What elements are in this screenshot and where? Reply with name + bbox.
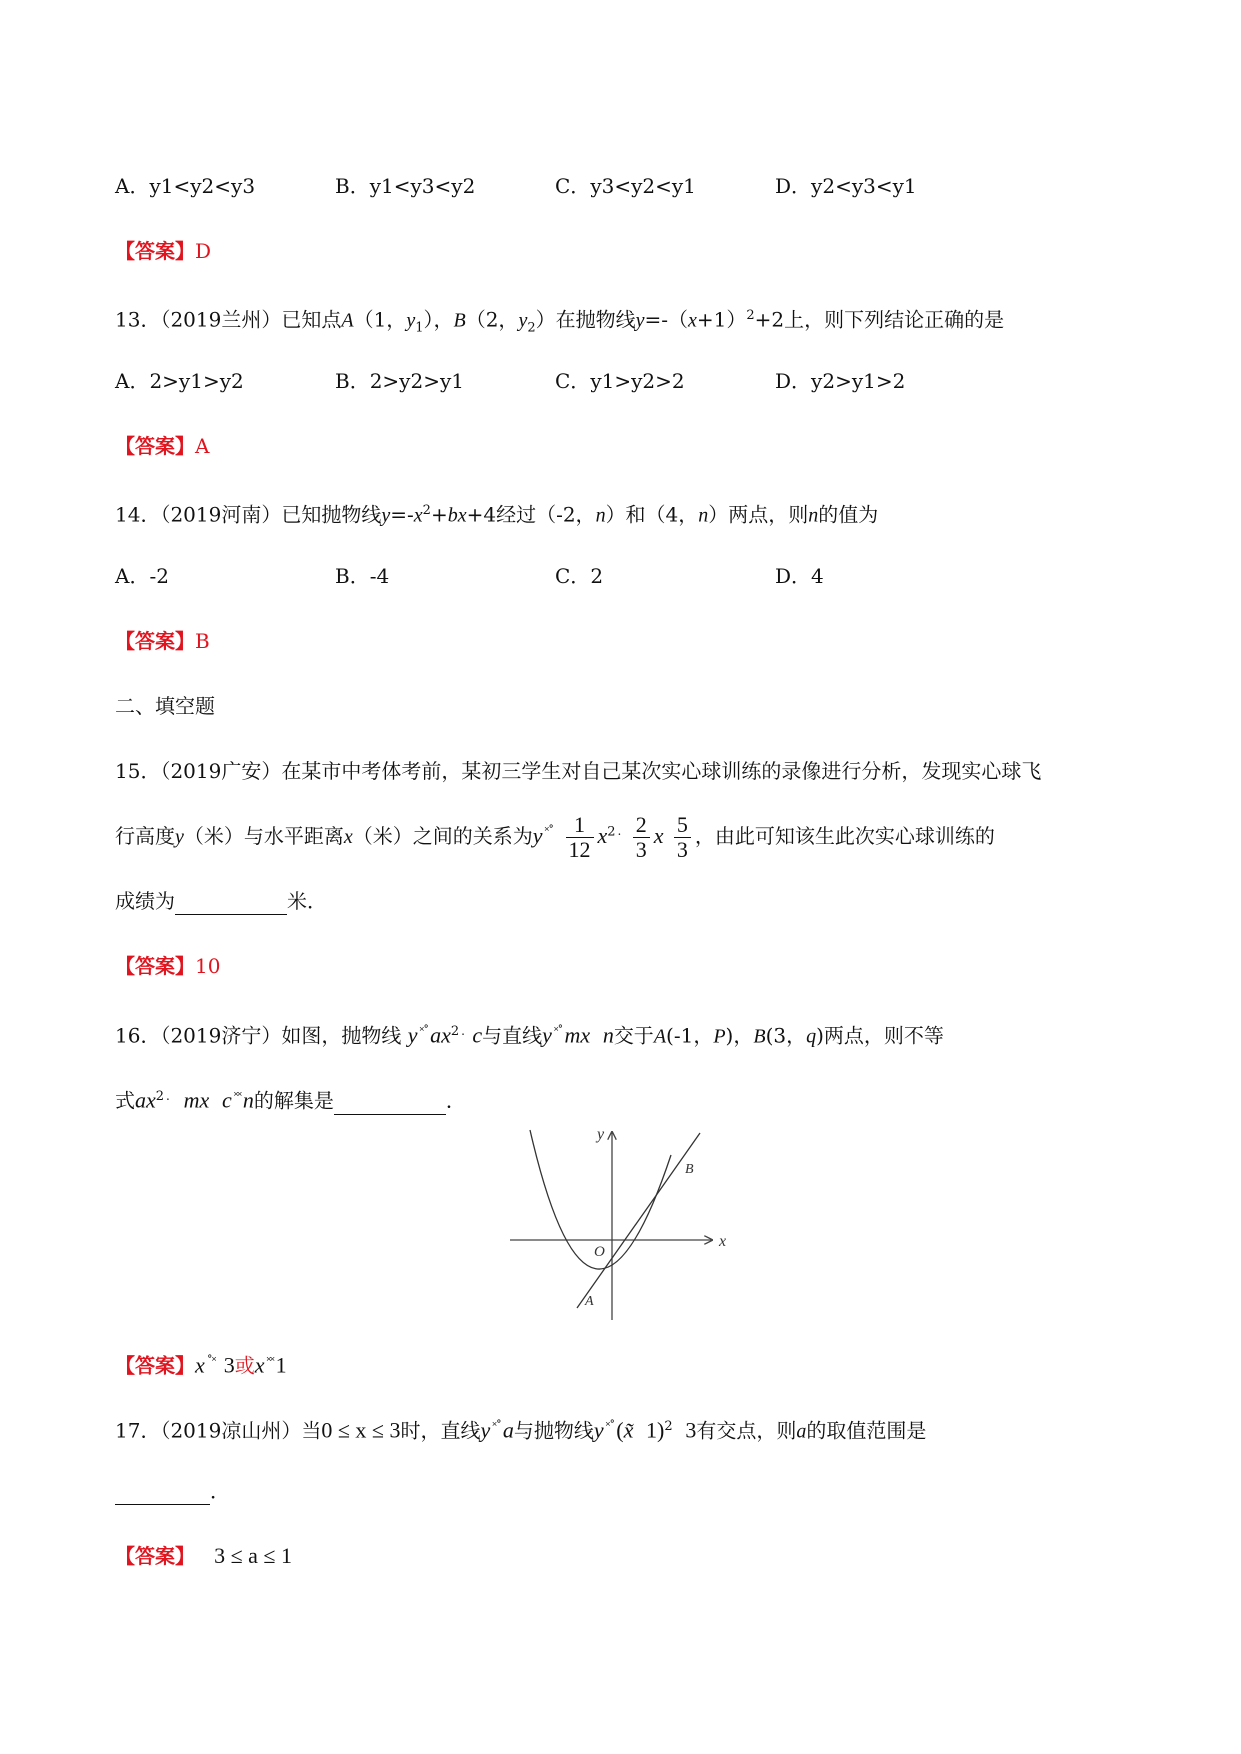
point-b-label: B <box>685 1162 694 1177</box>
q13-option-b: B．2>y2>y1 <box>335 369 464 393</box>
q12-answer: 【答案】D <box>115 239 212 263</box>
q13-option-d: D．y2>y1>2 <box>775 369 906 393</box>
answer-blank[interactable] <box>334 1094 446 1115</box>
q15-answer: 【答案】10 <box>115 954 221 978</box>
q16-line-2: 式$ax^2$ . mx c ˟˟n的解集是 ． <box>115 1087 466 1113</box>
fraction-2-3: $\frac{2}{3}$ <box>633 813 650 862</box>
fraction-1-12: $\frac{1}{12}$ <box>566 813 594 862</box>
q14-option-d: D．4 <box>775 564 824 588</box>
q17-line-2: ． <box>115 1477 230 1505</box>
q13-answer: 【答案】A <box>115 434 210 458</box>
origin-label: O <box>594 1244 605 1260</box>
answer-blank[interactable] <box>175 894 287 915</box>
x-axis-label: x <box>719 1233 727 1250</box>
q14-option-b: B．-4 <box>335 564 390 588</box>
q12-option-a: A．y1<y2<y3 <box>115 174 256 198</box>
q12-option-c: C．y3<y2<y1 <box>555 174 696 198</box>
q14-option-c: C．2 <box>555 564 604 588</box>
q17-answer: 【答案】 3 ≤ a ≤ 1 <box>115 1543 292 1568</box>
fraction-5-3: $\frac{5}{3}$ <box>674 813 691 862</box>
point-a-label: A <box>585 1294 594 1309</box>
straight-line <box>577 1133 700 1308</box>
section-title: 二、填空题 <box>115 694 215 718</box>
parabola-line-figure <box>505 1125 735 1325</box>
q12-option-d: D．y2<y3<y1 <box>775 174 917 198</box>
answer-blank[interactable] <box>115 1484 210 1505</box>
q13-option-a: A．2>y1>y2 <box>115 369 244 393</box>
q15-line-2: 行高度y（米）与水平距离x（米）之间的关系为y ˟˚ $\frac{1}{12}$ $x^2$ . $\frac{2}{3}$ x $\frac{5}{3}$ ，由此可知该生此次实心球训练的 <box>115 812 995 862</box>
q12-option-b: B．y1<y3<y2 <box>335 174 476 198</box>
q14-answer: 【答案】B <box>115 629 210 653</box>
q15-line-3: 成绩为 米． <box>115 889 327 913</box>
q13-stem: 13．（2019兰州）已知点A（1，$y_1$），B（2，$y_2$）在抛物线$y=-(x+1)^2+2$上，则下列结论正确的是 <box>115 307 1005 336</box>
q15-line-1: 15．（2019广安）在某市中考体考前，某初三学生对自己某次实心球训练的录像进行分析，发现实心球飞 <box>115 759 1042 783</box>
q13-option-c: C．y1>y2>2 <box>555 369 685 393</box>
q16-line-1: 16．（2019济宁）如图，抛物线 y $^{˟˚}ax^2$ . c与直线y ˟˚mx n交于A(-1，P)，B(3，q)两点，则不等 <box>115 1022 944 1048</box>
q14-option-a: A．-2 <box>115 564 169 588</box>
y-axis-label: y <box>597 1126 605 1143</box>
q14-stem: 14．（2019河南）已知抛物线$y=-x^2+bx+4$经过（-2，n）和（4，n）两点，则n的值为 <box>115 502 879 527</box>
q17-line-1: 17．（2019凉山州）当0 ≤ x ≤ 3时，直线y ˟˚a与抛物线y ˟˚(x̃ 1)$^2$ 3有交点，则a的取值范围是 <box>115 1417 927 1443</box>
q16-answer: 【答案】x ˚˟ 3或x ˟˟1 <box>115 1352 287 1378</box>
